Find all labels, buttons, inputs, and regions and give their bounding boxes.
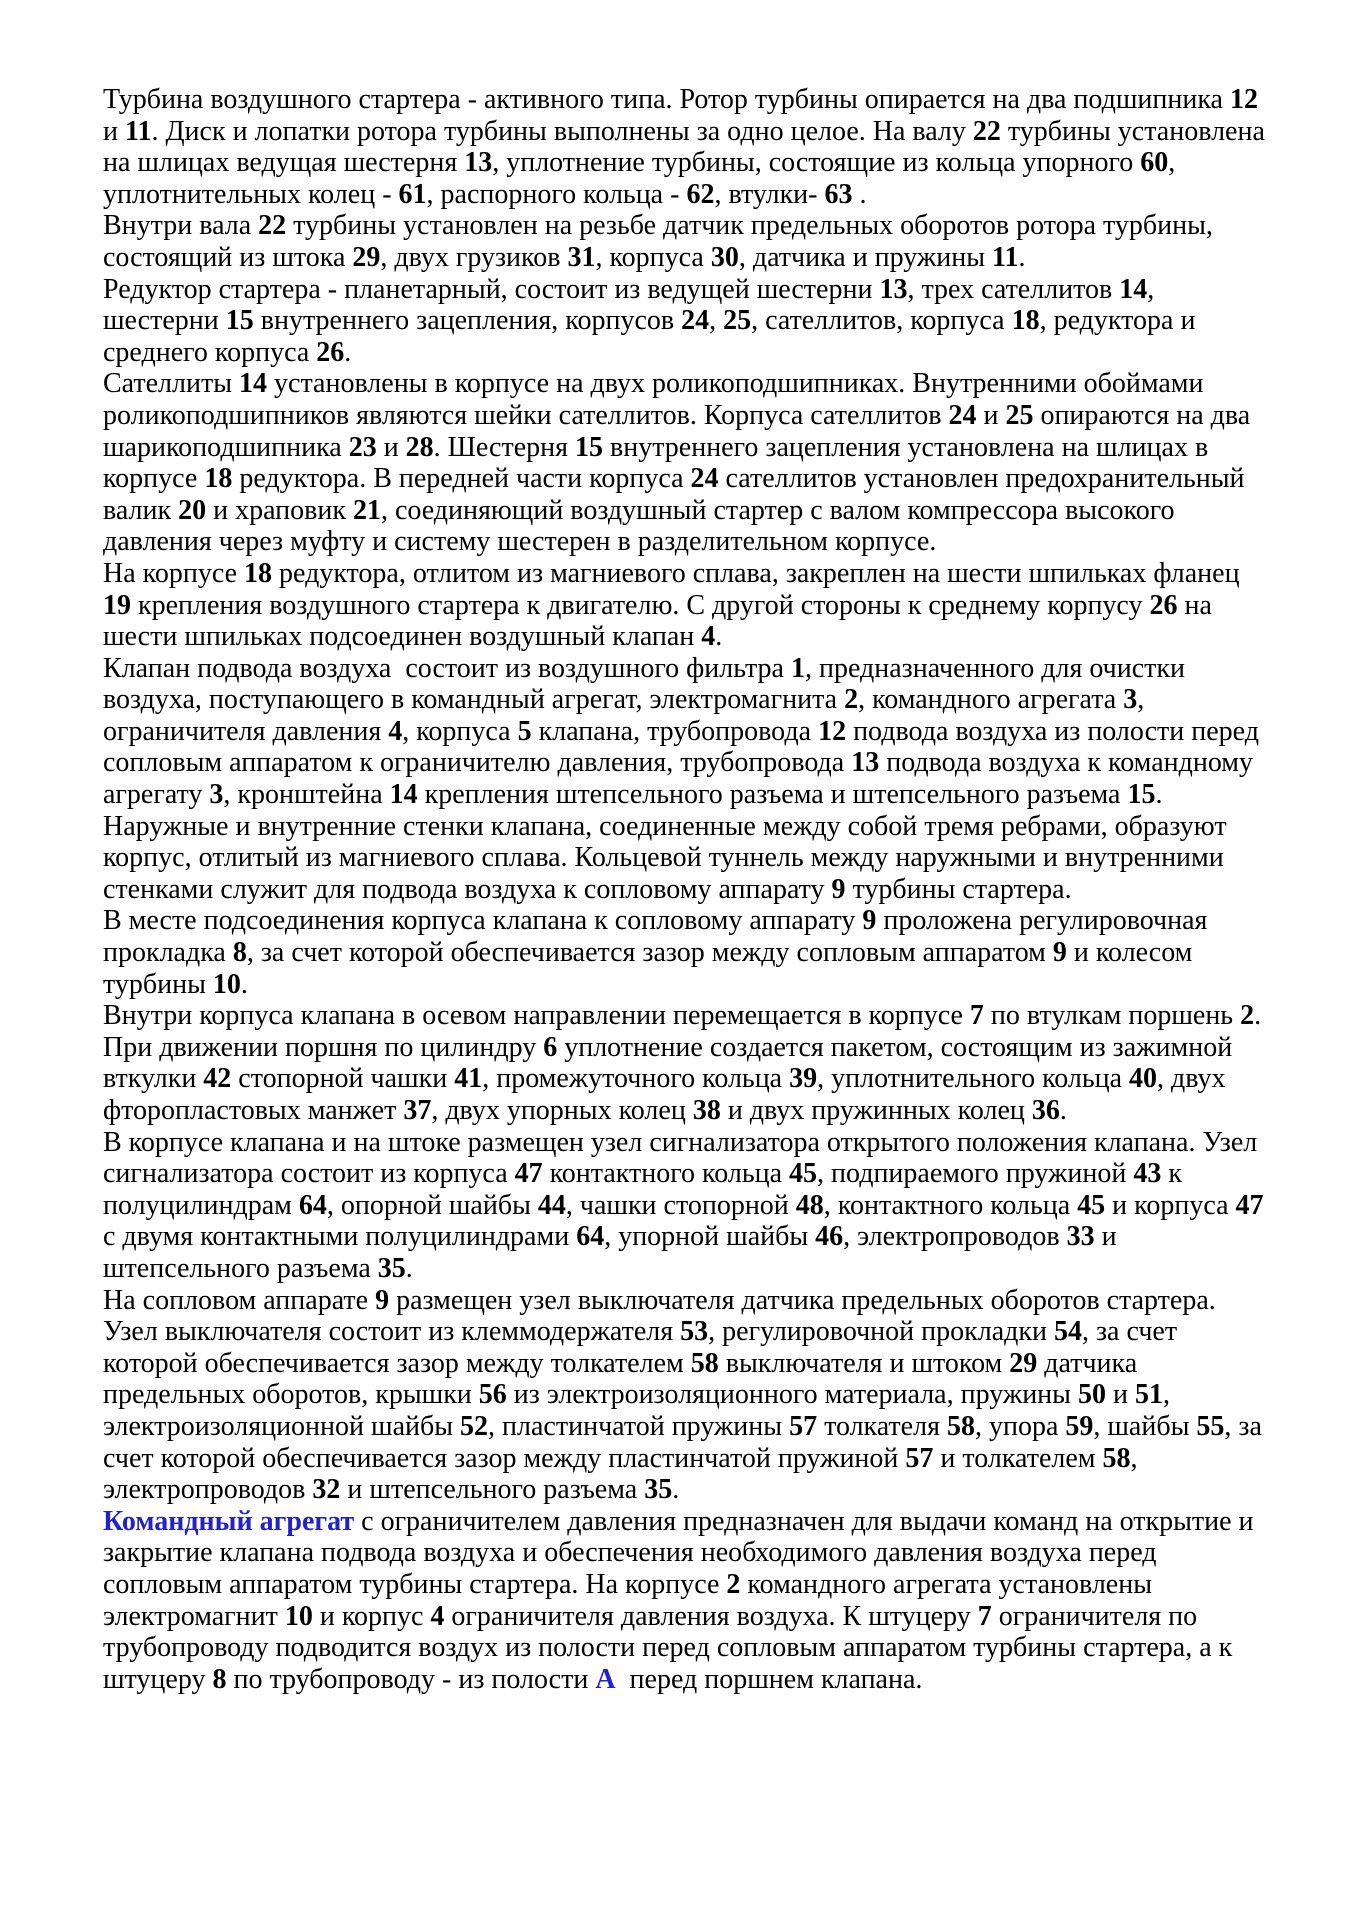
part-number: 9 [831, 873, 846, 905]
part-number: 13 [464, 147, 493, 179]
part-number: 45 [789, 1158, 818, 1190]
text-run: опираются на два шарикоподшипника [103, 399, 1258, 463]
text-run: . [1155, 779, 1163, 811]
text-run: крепления воздушного стартера к двигателю. С другой стороны к среднему корпусу [131, 589, 1150, 621]
text-run: , [709, 305, 724, 337]
part-number: 15 [225, 305, 254, 337]
text-run: стопорной чашки [231, 1063, 455, 1095]
text-run: с двумя контактными полуцилиндрами [103, 1189, 1271, 1253]
text-run: на шести шпильках подсоединен воздушный клапан [103, 589, 1219, 653]
part-number: 30 [710, 241, 739, 273]
part-number: 24 [948, 399, 977, 431]
part-number: 57 [905, 1442, 934, 1474]
part-number: 51 [1134, 1379, 1163, 1411]
text-run: , сателлитов, корпуса [751, 305, 1012, 337]
text-run: к полуцилиндрам [103, 1158, 1189, 1221]
part-number: 12 [1229, 84, 1258, 115]
part-number: 26 [316, 336, 345, 368]
text-run: датчика предельных оборотов, крышки [103, 1347, 1145, 1411]
text-run: редуктора. В передней части корпуса [232, 463, 691, 495]
part-number: 31 [567, 241, 596, 273]
part-number: 44 [537, 1189, 566, 1221]
part-number: 62 [686, 178, 715, 210]
text-run: и [976, 399, 1006, 431]
part-number: 6 [543, 1031, 558, 1063]
paragraph [103, 905, 1269, 1000]
text-run: и [103, 84, 1265, 147]
text-run: , упорной шайбы [604, 1221, 816, 1253]
part-number: 10 [284, 1600, 313, 1632]
paragraph [103, 1127, 1269, 1285]
text-run: и колесом турбины [103, 937, 1200, 1000]
part-number: 43 [1133, 1158, 1162, 1190]
text-run: редуктора, отлитом из магниевого сплава, закреплен на шести шпильках фланец [272, 557, 1247, 589]
text-run: , двух фторопластовых манжет [103, 1063, 1233, 1126]
text-run: , двух грузиков [380, 241, 568, 273]
part-number: 58 [690, 1347, 719, 1379]
part-number: 28 [405, 431, 434, 463]
part-number: 19 [103, 589, 131, 621]
text-run: клапана, трубопровода [531, 715, 819, 747]
part-number: 48 [795, 1189, 824, 1221]
text-run: , корпуса [402, 715, 518, 747]
part-number: 33 [1066, 1221, 1095, 1253]
text-run: В корпусе клапана и на штоке размещен узел сигнализатора открытого положения клапана. Узел сигнализатора состоит из корпуса [103, 1126, 1265, 1190]
part-number: 39 [789, 1063, 818, 1095]
text-run: установлены в корпусе на двух роликоподшипниках. Внутренними обоймами роликоподшипников являются шейки сателлитов. Корпуса сателлитов [103, 368, 1211, 431]
text-run: турбины стартера. [845, 873, 1072, 905]
text-run: , редуктора и среднего корпуса [103, 305, 1203, 368]
text-run: , электроизоляционной шайбы [103, 1379, 1177, 1442]
text-run: . [1059, 1095, 1067, 1126]
text-run: . [344, 336, 352, 368]
part-number: 59 [1065, 1410, 1094, 1442]
text-run: , за счет которой обеспечивается зазор между пластинчатой пружиной [103, 1410, 1269, 1474]
part-number: 29 [1009, 1347, 1038, 1379]
text-run: и [376, 431, 406, 463]
text-run: Внутри корпуса клапана в осевом направлении перемещается в корпусе [103, 1000, 970, 1032]
part-number: 13 [879, 273, 908, 305]
part-number: 46 [815, 1221, 844, 1253]
part-number: 41 [454, 1063, 483, 1095]
paragraph [103, 1285, 1269, 1506]
document-body [103, 84, 1272, 1695]
part-number: 35 [644, 1474, 673, 1506]
part-number: 54 [1053, 1316, 1082, 1348]
text-run: , кронштейна [223, 779, 390, 811]
paragraph [103, 274, 1269, 369]
text-run: толкателя [817, 1410, 947, 1442]
text-run: выключателя и штоком [718, 1347, 1010, 1379]
text-run: . [672, 1474, 680, 1506]
part-number: 14 [239, 368, 268, 400]
text-run: . Шестерня [433, 431, 575, 463]
text-run: крепления штепсельного разъема и штепсельного разъема [417, 779, 1128, 811]
part-number: 9 [375, 1284, 390, 1316]
text-run: по втулкам поршень [983, 1000, 1241, 1032]
part-number: 58 [946, 1410, 975, 1442]
part-number: 2 [1240, 1000, 1255, 1032]
part-number: 24 [690, 463, 719, 495]
part-number: 42 [203, 1063, 232, 1095]
text-run: подвода воздуха из полости перед сопловым аппаратом к ограничителю давления, трубопровода [103, 715, 1266, 779]
text-run: и храповик [206, 494, 353, 526]
text-run: размещен узел выключателя датчика предельных оборотов стартера. Узел выключателя состоит из клеммодержателя [103, 1284, 1223, 1348]
part-number: 4 [388, 715, 403, 747]
part-number: 29 [352, 241, 381, 273]
text-run: , электропроводов [843, 1221, 1067, 1253]
part-number: 57 [789, 1410, 818, 1442]
part-number: 61 [398, 178, 427, 210]
part-number: 40 [1129, 1063, 1158, 1095]
part-number: 9 [862, 905, 877, 937]
text-run: и корпус [312, 1600, 431, 1632]
part-number: 60 [1140, 147, 1169, 179]
text-run: , пластинчатой пружины [488, 1410, 790, 1442]
text-run: и толкателем [933, 1442, 1103, 1474]
text-run: , чашки стопорной [565, 1189, 796, 1221]
text-run: , контактного кольца [823, 1189, 1078, 1221]
part-number: 9 [1052, 937, 1067, 969]
link-text[interactable]: Командный агрегат [103, 1505, 355, 1537]
paragraph [103, 210, 1269, 273]
part-number: 21 [352, 494, 381, 526]
text-run: Внутри вала [103, 210, 259, 242]
text-run: , предназначенного для очистки воздуха, поступающего в командный агрегат, электромагнита [103, 652, 1192, 716]
text-run: контактного кольца [542, 1158, 790, 1190]
paragraph [103, 811, 1269, 906]
part-number: 32 [312, 1474, 341, 1506]
part-number: 3 [1123, 684, 1138, 716]
text-run: , втулки- [714, 178, 825, 210]
part-number: 23 [348, 431, 377, 463]
part-number: 47 [1235, 1189, 1264, 1221]
text-run: уплотнение создается пакетом, состоящим из зажимной вткулки [103, 1031, 1240, 1095]
part-number: 5 [517, 715, 532, 747]
text-run: , уплотнение турбины, состоящие из кольца упорного [492, 147, 1141, 179]
paragraph [103, 653, 1269, 811]
part-number: 1 [790, 652, 805, 684]
text-run: , регулировочной прокладки [708, 1316, 1054, 1348]
text-run: подвода воздуха к командному агрегату [103, 747, 1261, 811]
text-run: , шайбы [1093, 1410, 1197, 1442]
text-run: проложена регулировочная прокладка [103, 905, 1215, 969]
part-number: 15 [575, 431, 603, 463]
text-run: , за счет которой обеспечивается зазор между толкателем [103, 1316, 1185, 1379]
text-run: В месте подсоединения корпуса клапана к сопловому аппарату [103, 905, 863, 937]
part-number: 37 [403, 1095, 432, 1126]
part-number: 10 [212, 968, 241, 1000]
text-run: . Диск и лопатки ротора турбины выполнены за одно целое. На валу [151, 115, 973, 147]
part-number: 11 [992, 241, 1019, 273]
text-run: На сопловом аппарате [103, 1284, 376, 1316]
text-run: , двух упорных колец [431, 1095, 693, 1126]
text-run: На корпусе [103, 557, 245, 589]
part-number: 12 [818, 715, 847, 747]
text-run: . [715, 621, 723, 653]
text-run: и корпуса [1105, 1189, 1236, 1221]
text-run: , электропроводов [103, 1442, 1145, 1506]
part-number: 22 [972, 115, 1001, 147]
text-run: и двух пружинных колец [720, 1095, 1032, 1126]
text-run: , трех сателлитов [907, 273, 1120, 305]
part-number: 8 [212, 1663, 227, 1695]
text-run: . [405, 1252, 413, 1284]
part-number: 24 [681, 305, 710, 337]
part-number: 35 [377, 1252, 406, 1284]
text-run: ограничителя по трубопроводу подводится воздух из полости перед сопловым аппаратом турбины стартера, а к штуцеру [103, 1600, 1240, 1695]
text-run: из электроизоляционного материала, пружины [506, 1379, 1078, 1411]
part-number: 38 [692, 1095, 721, 1126]
part-number: 15 [1127, 779, 1156, 811]
text-run: , ограничителя давления [103, 684, 1152, 747]
part-number: 26 [1149, 589, 1178, 621]
part-number: 18 [1011, 305, 1040, 337]
part-number: 20 [178, 494, 207, 526]
part-number: 3 [209, 779, 224, 811]
text-run: . [240, 968, 248, 1000]
part-number: 8 [232, 937, 247, 969]
text-run: , соединяющий воздушный стартер с валом компрессора высокого давления через муфту и систему шестерен в разделительном корпусе. [103, 494, 1182, 558]
part-number: 50 [1077, 1379, 1106, 1411]
text-run: , командного агрегата [858, 684, 1124, 716]
text-run: , уплотнительных колец - [103, 147, 1183, 210]
text-run: . [852, 178, 867, 210]
text-run: турбины установлен на резьбе датчик предельных оборотов ротора турбины, состоящий из штока [103, 210, 1220, 273]
text-run: , уплотнительного кольца [817, 1063, 1130, 1095]
text-run: и штепсельного разъема [340, 1474, 645, 1506]
part-number: 18 [204, 463, 233, 495]
text-run: по трубопроводу - из полости [226, 1663, 596, 1695]
part-number: 64 [298, 1189, 327, 1221]
part-number: 14 [1119, 273, 1148, 305]
paragraph [103, 1506, 1269, 1696]
part-number: 64 [576, 1221, 605, 1253]
text-run: Турбина воздушного стартера - активного типа. Ротор турбины опирается на два подшипника [103, 84, 1230, 115]
text-run: ограничителя давления воздуха. К штуцеру [444, 1600, 978, 1632]
text-run: сателлитов установлен предохранительный валик [103, 463, 1252, 526]
part-number: 47 [514, 1158, 543, 1190]
part-number: 58 [1102, 1442, 1131, 1474]
part-number: 25 [1005, 399, 1034, 431]
text-run: Редуктор стартера - планетарный, состоит из ведущей шестерни [103, 273, 880, 305]
part-number: 22 [258, 210, 287, 242]
text-run: командного агрегата установлены электромагнит [103, 1568, 1160, 1632]
text-run: , за счет которой обеспечивается зазор между сопловым аппаратом [246, 937, 1053, 969]
paragraph [103, 1000, 1269, 1126]
part-number: 18 [244, 557, 273, 589]
part-number: 45 [1077, 1189, 1106, 1221]
link-text[interactable]: А [595, 1663, 616, 1695]
text-run: , опорной шайбы [326, 1189, 538, 1221]
part-number: 7 [969, 1000, 984, 1032]
text-run: внутреннего зацепления установлена на шлицах в корпусе [103, 431, 1216, 495]
text-run: с ограничителем давления предназначен для выдачи команд на открытие и закрытие клапана подвода воздуха и обеспечения необходимого давления воздуха перед сопловым аппаратом турбины стартера. На корпусе [103, 1505, 1261, 1600]
part-number: 56 [478, 1379, 507, 1411]
part-number: 36 [1031, 1095, 1060, 1126]
part-number: 4 [701, 621, 716, 653]
text-run: перед поршнем клапана. [615, 1663, 923, 1695]
text-run: , промежуточного кольца [482, 1063, 790, 1095]
text-run: , датчика и пружины [738, 241, 993, 273]
text-run: , упора [974, 1410, 1066, 1442]
text-run: Сателлиты [103, 368, 240, 400]
part-number: 14 [389, 779, 418, 811]
text-run: Клапан подвода воздуха состоит из воздушного фильтра [103, 652, 791, 684]
paragraph [103, 558, 1269, 653]
part-number: 53 [680, 1316, 709, 1348]
text-run: , корпуса [595, 241, 711, 273]
part-number: 13 [851, 747, 880, 779]
text-run: и штепсельного разъема [103, 1221, 1124, 1284]
text-run: Наружные и внутренние стенки клапана, соединенные между собой тремя ребрами, образуют корпус, отлитый из магниевого сплава. Кольцевой туннель между наружными и внутренними стенками служит для подвода воздуха к сопловому аппарату [103, 810, 1234, 905]
part-number: 25 [723, 305, 752, 337]
text-run: . [1018, 241, 1026, 273]
text-run: , распорного кольца - [426, 178, 687, 210]
text-run: турбины установлена на шлицах ведущая шестерня [103, 115, 1272, 179]
text-run: , подпираемого пружиной [817, 1158, 1134, 1190]
part-number: 7 [977, 1600, 992, 1632]
paragraph [103, 368, 1269, 558]
part-number: 11 [124, 115, 152, 147]
part-number: 55 [1196, 1410, 1225, 1442]
part-number: 63 [824, 178, 853, 210]
part-number: 2 [726, 1568, 741, 1600]
part-number: 4 [430, 1600, 445, 1632]
part-number: 2 [844, 684, 859, 716]
text-run: внутреннего зацепления, корпусов [253, 305, 682, 337]
text-run: . При движении поршня по цилиндру [103, 1000, 1269, 1063]
text-run: , шестерни [103, 273, 1162, 337]
part-number: 52 [460, 1410, 489, 1442]
text-run: и [1105, 1379, 1135, 1411]
paragraph [103, 84, 1272, 210]
